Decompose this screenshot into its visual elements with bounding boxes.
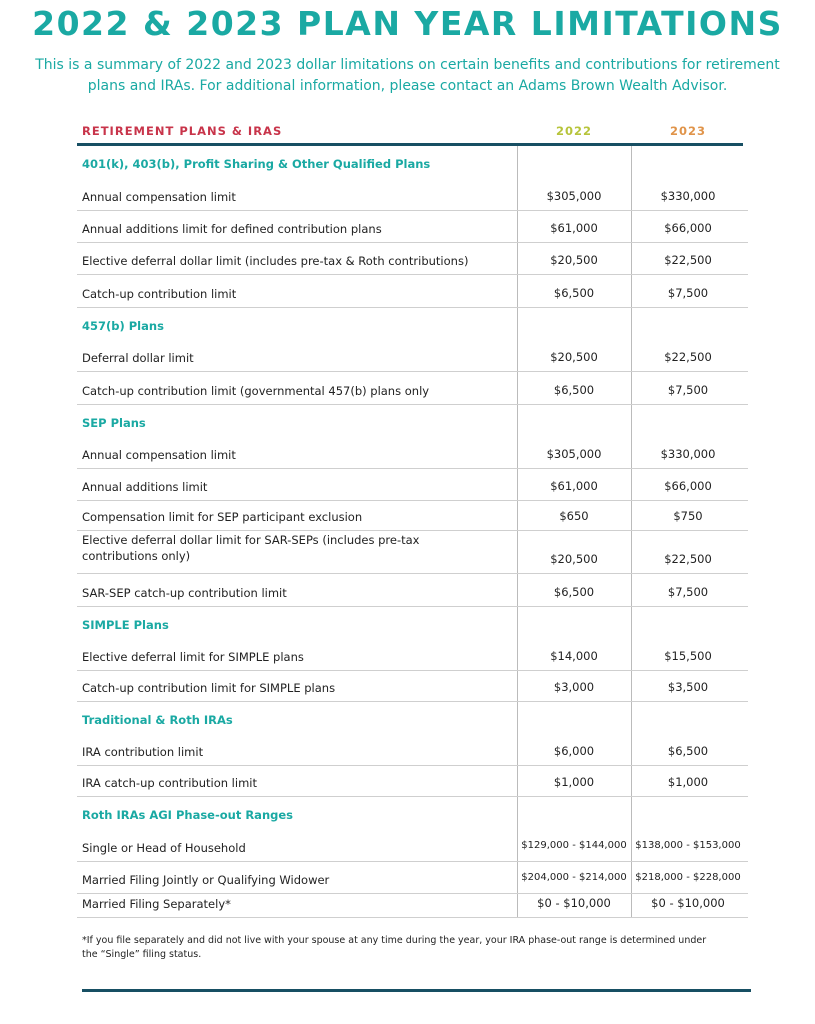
value-2022: $6,500 [553,585,595,599]
value-2022: $1,000 [553,775,595,789]
row-label: Catch-up contribution limit (governmental 457(b) plans only [82,384,430,398]
intro-text: This is a summary of 2022 and 2023 dollar limitations on certain benefits and contributions for retirement plans and IRAs. For additional information, please contact an Adams Brown Wealth Advisor. [35,57,780,94]
value-2023: $330,000 [660,447,716,461]
table-row [77,178,748,211]
table-row [77,574,748,607]
section-label: SEP Plans [82,416,146,430]
value-2022: $650 [559,509,589,523]
table-row [77,469,748,501]
row-label: Deferral dollar limit [82,351,194,365]
value-2022: $204,000 - $214,000 [521,872,627,883]
row-label: Annual additions limit for defined contribution plans [82,222,382,236]
value-2022: $6,500 [553,383,595,397]
row-label: Elective deferral dollar limit (includes pre-tax & Roth contributions) [82,254,469,268]
bottom-divider [82,989,751,992]
value-2022: $129,000 - $144,000 [521,840,627,851]
value-2023: $7,500 [667,383,709,397]
value-2023: $22,500 [664,552,712,566]
value-2023: $7,500 [667,585,709,599]
section-label: 401(k), 403(b), Profit Sharing & Other Qualified Plans [82,157,431,171]
section-header [77,405,748,437]
value-2023: $218,000 - $228,000 [635,872,741,883]
value-2022: $61,000 [550,479,598,493]
column-header-2023: 2023 [669,124,706,138]
value-2023: $0 - $10,000 [651,896,725,910]
row-label: Annual additions limit [82,480,208,494]
value-2022: $0 - $10,000 [537,896,611,910]
value-2022: $20,500 [550,350,598,364]
table-row [77,639,748,671]
section-label: Roth IRAs AGI Phase-out Ranges [82,808,294,822]
table-row [77,211,748,243]
section-header [77,607,748,639]
value-2023: $3,500 [667,680,709,694]
table-row [77,734,748,766]
column-header-2022: 2022 [555,124,592,138]
section-header [77,797,748,830]
value-2023: $750 [673,509,703,523]
table-row [77,437,748,469]
table-row [77,894,748,918]
section-header [77,308,748,340]
section-label: SIMPLE Plans [82,618,169,632]
value-2022: $305,000 [546,447,602,461]
section-label: Traditional & Roth IRAs [82,713,233,727]
row-label: Annual compensation limit [82,448,236,462]
value-2022: $305,000 [546,189,602,203]
row-label: Single or Head of Household [82,841,246,855]
row-label: Catch-up contribution limit [82,287,237,301]
value-2023: $15,500 [664,649,712,663]
row-label: Elective deferral limit for SIMPLE plans [82,650,304,664]
value-2023: $330,000 [660,189,716,203]
table-row [77,766,748,797]
table-row [77,275,748,308]
row-label: Compensation limit for SEP participant exclusion [82,510,363,524]
table-row [77,243,748,275]
row-label: Married Filing Separately* [82,897,231,911]
value-2023: $22,500 [664,253,712,267]
table-header-label: RETIREMENT PLANS & IRAS [82,124,283,138]
page-title: 2022 & 2023 PLAN YEAR LIMITATIONS [32,4,783,43]
row-label: IRA catch-up contribution limit [82,776,257,790]
value-2022: $6,000 [553,744,595,758]
table-row [77,372,748,405]
value-2022: $61,000 [550,221,598,235]
value-2023: $66,000 [664,221,712,235]
value-2022: $20,500 [550,253,598,267]
table-row [77,830,748,862]
table-row [77,531,748,574]
value-2022: $20,500 [550,552,598,566]
row-label: Married Filing Jointly or Qualifying Widower [82,873,330,887]
row-label: SAR-SEP catch-up contribution limit [82,586,287,600]
value-2023: $6,500 [667,744,709,758]
value-2022: $6,500 [553,286,595,300]
row-label: Catch-up contribution limit for SIMPLE plans [82,681,336,695]
value-2023: $66,000 [664,479,712,493]
value-2023: $22,500 [664,350,712,364]
section-label: 457(b) Plans [82,319,164,333]
table-row [77,501,748,531]
table-row [77,671,748,702]
section-header [77,146,748,178]
footnote: *If you file separately and did not live with your spouse at any time during the year, your IRA phase-out range is determined under the “Single” filing status. [82,935,707,960]
value-2023: $7,500 [667,286,709,300]
row-label: Elective deferral dollar limit for SAR-SEPs (includes pre-tax contributions only) [82,533,420,563]
value-2023: $138,000 - $153,000 [635,840,741,851]
value-2022: $3,000 [553,680,595,694]
section-header [77,702,748,734]
table-row [77,340,748,372]
row-label: Annual compensation limit [82,190,236,204]
value-2022: $14,000 [550,649,598,663]
row-label: IRA contribution limit [82,745,204,759]
value-2023: $1,000 [667,775,709,789]
table-row [77,862,748,894]
